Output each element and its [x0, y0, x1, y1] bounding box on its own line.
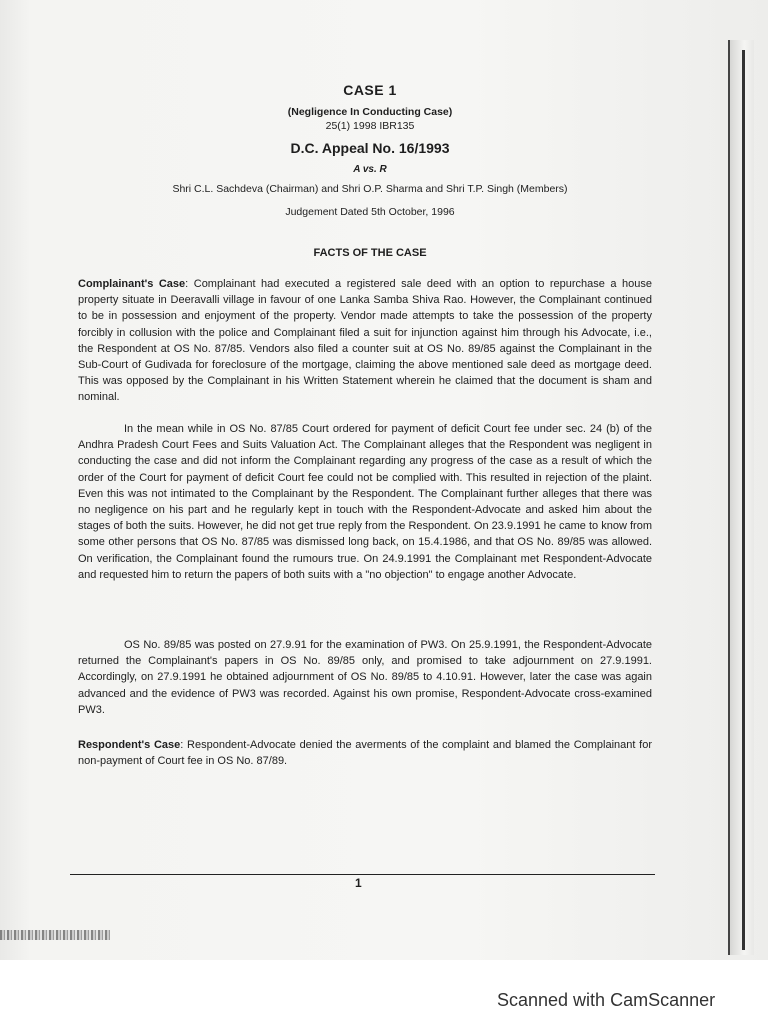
respondent-case-label: Respondent's Case [78, 739, 181, 751]
binder-edge [728, 40, 754, 955]
respondent-case-paragraph [78, 737, 652, 769]
respondent-case-text: : Respondent-Advocate denied the averments of the complaint and blamed the Complainant for non-payment of Court fee in OS No. 87/89. [78, 739, 652, 768]
appeal-number: D.C. Appeal No. 16/1993 [290, 140, 450, 156]
page-number: 1 [355, 876, 362, 890]
facts-paragraph-2: In the mean while in OS No. 87/85 Court ordered for payment of deficit Court fee under sec. 24 (b) of the Andhra Pradesh Court Fees and Suits Valuation Act. The Complainant alleges that the Respondent was negligent in conducting the case and did not inform the Complainant regarding any progress of the case as a result of which the order of the Court for payment of deficit Court fee could not be complied with. This resulted in rejection of the plaint. Even this was not intimated to the Complainant by the Respondent. The Complainant further alleges that there was no negligence on his part and he regularly kept in touch with the Respondent-Advocate and asked him about the stages of both the suits. However, he did not get true reply from the Respondent. On 23.9.1991 he came to know from some other persons that OS No. 87/85 was dismissed long back, on 15.4.1986, and that OS No. 89/85 was allowed. On verification, the Complainant found the rumours true. On 24.9.1991 the Complainant met Respondent-Advocate and requested him to return the papers of both suits with a "no objection" to engage another Advocate. [78, 423, 652, 581]
parties: A vs. R [353, 164, 387, 175]
footer-rule [70, 874, 655, 875]
scanner-watermark: Scanned with CamScanner [497, 990, 716, 1010]
complainant-case-text: : Complainant had executed a registered sale deed with an option to repurchase a house property situate in Deeravalli village in favour of one Lanka Samba Shiva Rao. However, the Complainant continued to be in possession and enjoyment of the property. Vendor made attempts to take the possession of the property forcibly in collusion with the police and Complainant filed a suit for injunction against him through his Advocate, i.e., the Respondent at OS No. 87/85. Vendors also filed a counter suit at OS No. 89/85 against the Complainant in the Sub-Court of Gudivada for foreclosure of the mortgage, claiming the above mentioned sale deed as mortgage deed. This was opposed by the Complainant in his Written Statement wherein he claimed that the document is sham and nominal. [78, 278, 653, 404]
bench-members: Shri C.L. Sachdeva (Chairman) and Shri O.P. Sharma and Shri T.P. Singh (Members) [172, 183, 568, 195]
facts-heading: FACTS OF THE CASE [313, 247, 427, 259]
scan-artifact [0, 930, 110, 940]
complainant-case-paragraph [78, 276, 652, 406]
complainant-case-label: Complainant's Case [78, 278, 186, 290]
case-subtitle: (Negligence In Conducting Case) [287, 106, 453, 118]
facts-paragraph-3: OS No. 89/85 was posted on 27.9.91 for the examination of PW3. On 25.9.1991, the Respondent-Advocate returned the Complainant's papers in OS No. 89/85 only, and promised to take adjournment on 27.9.1991. Accordingly, on 27.9.1991 he obtained adjournment of OS No. 89/85 to 4.10.91. However, later the case was again advanced and the evidence of PW3 was recorded. Against his own promise, Respondent-Advocate cross-examined PW3. [78, 639, 652, 716]
case-title: CASE 1 [343, 82, 397, 98]
case-citation: 25(1) 1998 IBR135 [325, 120, 415, 132]
judgement-date: Judgement Dated 5th October, 1996 [285, 206, 455, 218]
